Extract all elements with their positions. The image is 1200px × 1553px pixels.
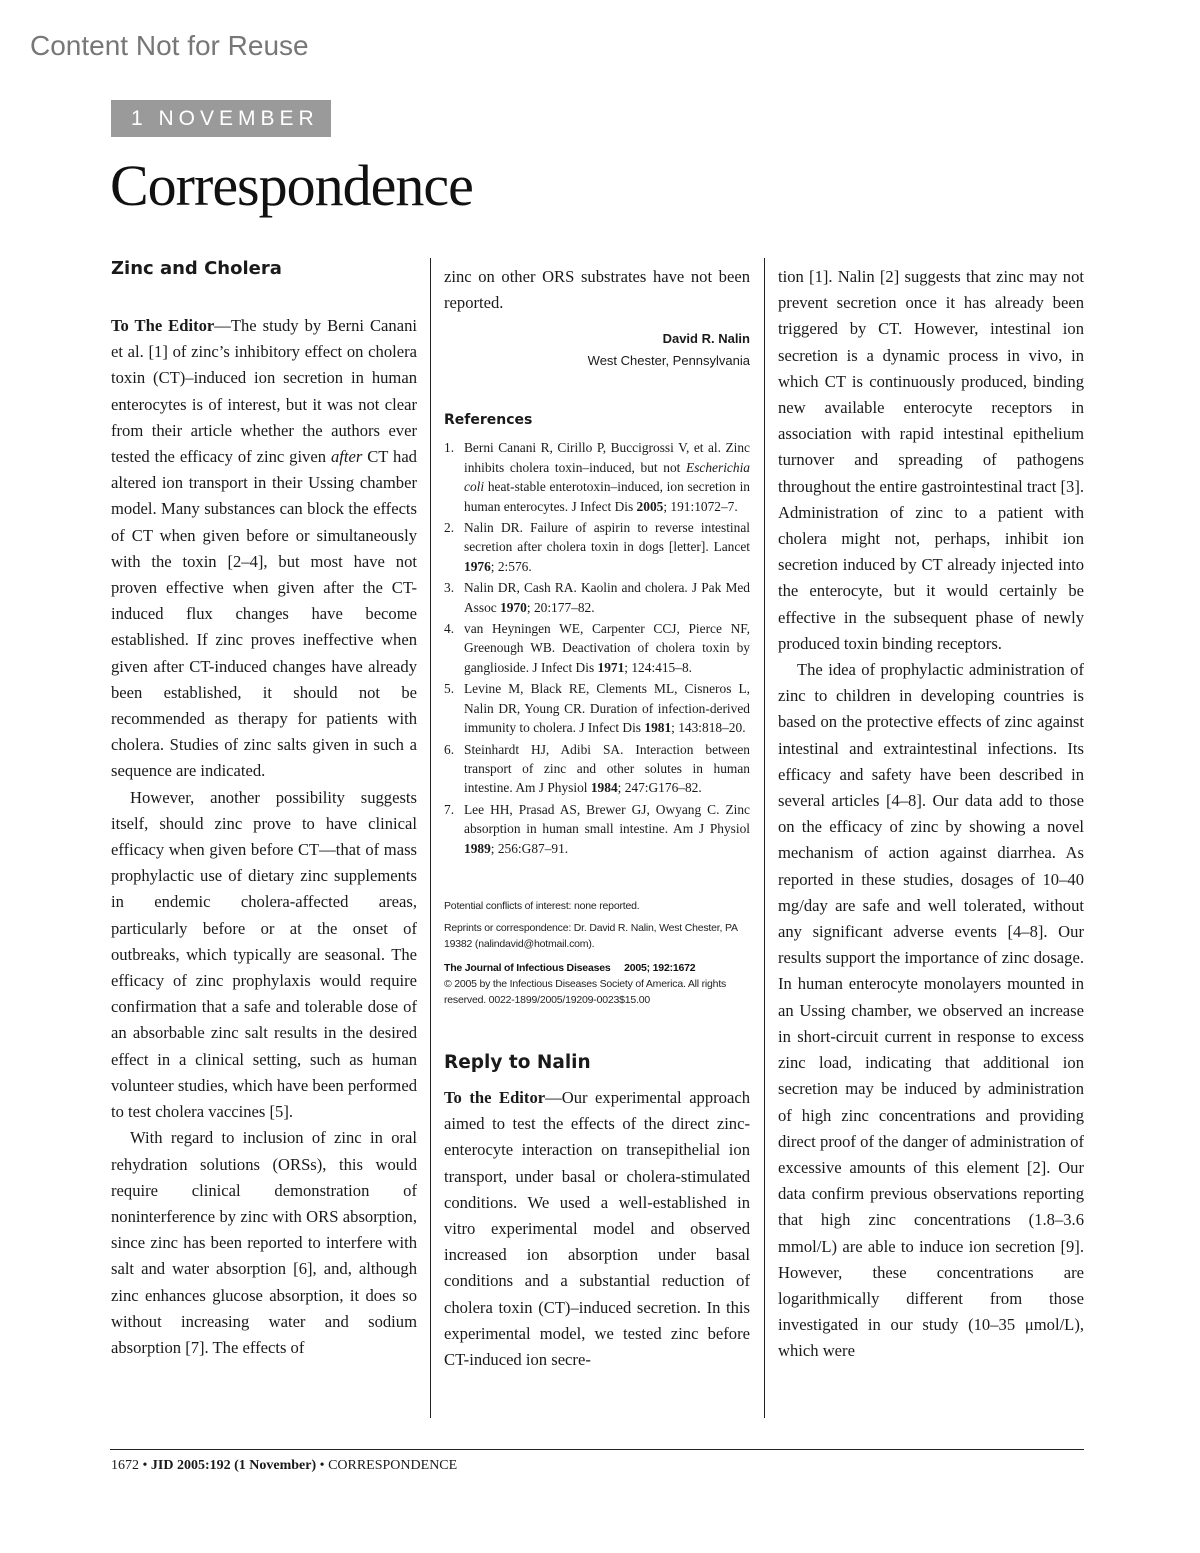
ref-year: 2005 (636, 498, 664, 514)
reply-heading: Reply to Nalin (444, 1051, 591, 1073)
column-1 (111, 258, 417, 1423)
reply-paragraph (444, 1085, 750, 1373)
emphasis: Escherichia coli (464, 459, 750, 495)
column-2 (444, 258, 750, 1423)
journal-issue: JID 2005:192 (1 November) (150, 1458, 317, 1473)
text: —Our experimental approach aimed to test the effects of the direct zinc-enterocyte interaction on transepithelial ion transport, under basal or cholera-stimulated conditions. We used a well-established in vitro experimental model and observed increased ion absorption under basal conditions and a substantial reduction of cholera toxin (CT)–induced secretion. In this experimental model, we tested zinc before CT-induced ion secre- (444, 1087, 750, 1369)
reference-item (444, 679, 750, 737)
ref-number: 1. (444, 440, 455, 456)
text: Levine M, Black RE, Clements ML, Cisneros L, Nalin DR, Young CR. Duration of infection-derived immunity to cholera. J Infect Dis (464, 681, 750, 736)
separator: • (316, 1458, 329, 1473)
letter-paragraph (111, 313, 417, 785)
reprints-note: Reprints or correspondence: Dr. David R. Nalin, West Chester, PA 19382 (nalindavid@hotmail.com). (444, 921, 738, 950)
letter-paragraph: However, another possibility suggests itself, should zinc prove to have clinical efficacy when given before CT—that of mass prophylactic use of dietary zinc supplements in endemic cholera-affected areas, particularly before or at the onset of outbreaks, which typically are seasonal. The efficacy of zinc prophylaxis would require confirmation that a safe and tolerable dose of an absorbable zinc salt results in the desired effect in a clinical setting, such as human volunteer studies, which have been performed to test cholera vaccines [5]. (111, 787, 417, 1122)
reference-list (444, 438, 750, 858)
references-heading: References (444, 412, 533, 429)
text: CT had altered ion transport in their Ussing chamber model. Many substances can block the effects of CT when given before or simultaneously with the toxin [2–4], but most have not proven effective when given after the CT-induced flux changes have become established. If zinc proves ineffective when given after CT-induced changes have already been established, it should not be recommended as therapy for patients with cholera. Studies of zinc salts given in such a sequence are indicated. (111, 447, 417, 781)
reference-item (444, 438, 750, 516)
text: ; 143:818–20. (671, 720, 746, 736)
ref-number: 7. (444, 801, 455, 817)
text: ; 20:177–82. (526, 599, 595, 615)
page-title: Correspondence (110, 153, 473, 218)
section-name: CORRESPONDENCE (328, 1458, 458, 1473)
text: ; 247:G176–82. (617, 780, 702, 796)
issue-date-banner: 1 NOVEMBER (111, 100, 331, 137)
journal-name: The Journal of Infectious Diseases (444, 961, 611, 974)
letter-paragraph: With regard to inclusion of zinc in oral rehydration solutions (ORSs), this would require clinical demonstration of noninterference by zinc with ORS absorption, since zinc has been reported to interfere with salt and water absorption [6], and, although zinc enhances glucose absorption, it does so without increasing water and sodium absorption [7]. The effects of (111, 1128, 417, 1357)
conflicts-note: Potential conflicts of interest: none reported. (444, 899, 640, 912)
salutation: To The Editor (111, 316, 215, 335)
ref-year: 1971 (597, 659, 625, 675)
author-name: David R. Nalin (662, 331, 750, 347)
text: heat-stable enterotoxin–induced, ion secretion in human enterocytes. J Infect Dis (464, 479, 750, 514)
emphasis: after (330, 447, 363, 467)
citation: 2005; 192:1672 (624, 961, 696, 974)
ref-number: 2. (444, 520, 455, 536)
watermark: Content Not for Reuse (30, 30, 309, 61)
separator: • (139, 1458, 151, 1473)
page-footer (111, 1458, 457, 1474)
ref-year: 1989 (464, 840, 491, 856)
copyright-note: © 2005 by the Infectious Diseases Society of America. All rights reserved. 0022-1899/2005/19209-0023$15.00 (444, 977, 727, 1006)
text: van Heyningen WE, Carpenter CCJ, Pierce NF, Greenough WB. Deactivation of cholera toxin by ganglioside. J Infect Dis (464, 621, 750, 675)
ref-year: 1976 (464, 558, 491, 574)
reply-paragraph: The idea of prophylactic administration of zinc to children in developing countries is based on the protective effects of zinc against intestinal and extraintestinal infections. Its efficacy and safety have been described in several articles [4–8]. Our data add to those on the efficacy of zinc by showing a novel mechanism of action against diarrhea. As reported in these studies, dosages of 10–40 mg/day are safe and well tolerated, without any significant adverse events [4–8]. Our results support the importance of zinc dosage. In human enterocyte monolayers mounted in an Ussing chamber, we observed an increase in short-circuit current in response to excess zinc load, indicating that additional ion secretion may be induced by administration of high zinc concentrations and providing direct proof of the danger of administration of excessive amounts of this element [2]. Our data confirm previous observations reporting that high zinc concentrations (1.8–3.6 mmol/L) are able to induce ion secretion [9]. However, these concentrations are logarithmically different from those investigated in our study (10–35 μmol/L), which were (778, 660, 1084, 1361)
text: Nalin DR. Failure of aspirin to reverse intestinal secretion after cholera toxin in dogs [letter]. Lancet (464, 520, 750, 555)
text: ; 2:576. (490, 558, 532, 574)
text: Nalin DR, Cash RA. Kaolin and cholera. J Pak Med Assoc (464, 580, 750, 615)
text: ; 191:1072–7. (663, 498, 738, 514)
author-affiliation: West Chester, Pennsylvania (587, 353, 750, 369)
letter-heading: Zinc and Cholera (111, 258, 282, 279)
reference-item (444, 619, 750, 677)
ref-number: 3. (444, 580, 455, 596)
text: ; 256:G87–91. (490, 840, 569, 856)
footer-rule (110, 1449, 1084, 1450)
text: —The study by Berni Canani et al. [1] of zinc’s inhibitory effect on cholera toxin (CT)–induced ion secretion in human enterocytes is of interest, but it was not clear from their article whether the authors ever tested the efficacy of zinc given (111, 316, 417, 467)
text: Lee HH, Prasad AS, Brewer GJ, Owyang C. Zinc absorption in human small intestine. Am J Physiol (464, 801, 750, 837)
column-3 (778, 258, 1084, 1423)
salutation: To the Editor (444, 1087, 546, 1107)
reference-item (444, 518, 750, 576)
reply-paragraph-continued: tion [1]. Nalin [2] suggests that zinc may not prevent secretion once it has already been triggered by CT. However, intestinal ion secretion is a dynamic process in vivo, in which CT is continuously produced, binding new available enterocyte receptors in association with rapid intestinal epithelium turnover and spreading of pathogens throughout the entire gastrointestinal tract [3]. Administration of zinc to a patient with cholera might not, perhaps, inhibit ion secretion induced by CT already injected into the enterocyte, but it would certainly be effective in the subsequent phase of newly produced toxin binding receptors. (778, 267, 1084, 653)
ref-year: 1970 (500, 599, 527, 615)
text: Steinhardt HJ, Adibi SA. Interaction between transport of zinc and other solutes in human intestine. Am J Physiol (464, 741, 750, 796)
column-divider (430, 258, 431, 1418)
reference-item (444, 800, 750, 858)
journal-citation (444, 960, 750, 976)
text: Berni Canani R, Cirillo P, Buccigrossi V, et al. Zinc inhibits cholera toxin–induced, but not (464, 440, 750, 475)
ref-year: 1981 (644, 720, 672, 736)
letter-paragraph-continued: zinc on other ORS substrates have not been reported. (444, 267, 750, 313)
text: ; 124:415–8. (624, 659, 692, 675)
ref-year: 1984 (590, 780, 618, 796)
ref-number: 6. (444, 741, 455, 757)
page-number: 1672 (111, 1458, 139, 1473)
signature (444, 328, 750, 372)
reference-item (444, 578, 750, 617)
reference-item (444, 740, 750, 798)
ref-number: 4. (444, 621, 455, 637)
ref-number: 5. (444, 681, 455, 697)
column-divider (764, 258, 765, 1418)
